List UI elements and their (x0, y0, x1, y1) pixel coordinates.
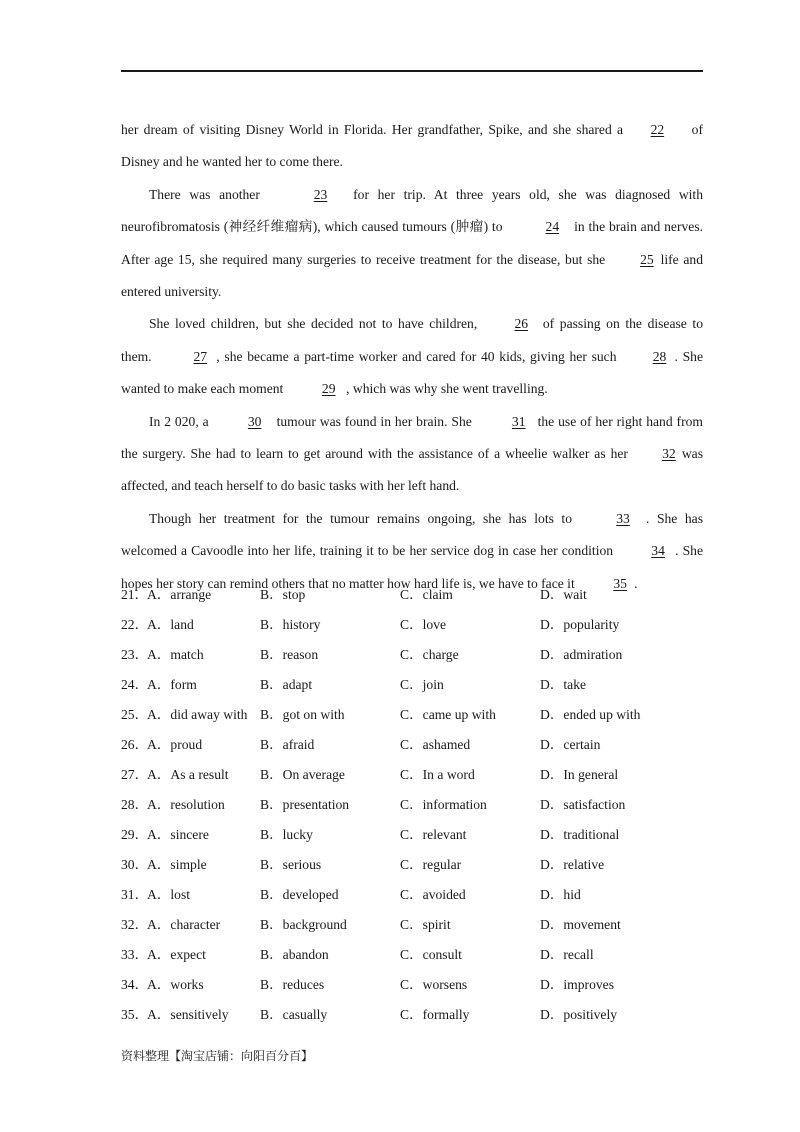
option-b: B．reduces (260, 977, 325, 992)
option-d: D．popularity (540, 617, 620, 632)
option-d: D．admiration (540, 647, 623, 662)
paragraph-text: . She wanted to make each moment (121, 348, 703, 397)
paragraph-text: In 2 020, a (149, 413, 209, 429)
blank-25: 25 (640, 251, 654, 267)
option-c: C．ashamed (400, 737, 471, 752)
paragraph-2 (121, 179, 703, 309)
question-24-options (121, 670, 721, 700)
option-b: B．background (260, 917, 347, 932)
option-b: B．serious (260, 857, 322, 872)
paragraph-text: her dream of visiting Disney World in Florida. Her grandfather, Spike, and she shared a (121, 122, 629, 137)
question-33-options (121, 940, 721, 970)
paragraph-text: , she became a part-time worker and cared for 40 kids, giving her such (216, 348, 617, 364)
question-28-options (121, 790, 721, 820)
option-c: C．love (400, 617, 447, 632)
option-c: C．relevant (400, 827, 467, 842)
option-b: B．afraid (260, 737, 315, 752)
option-d: D．traditional (540, 827, 620, 842)
option-a: A．arrange (147, 587, 212, 602)
option-a: A．works (147, 977, 204, 992)
option-d: D．movement (540, 917, 621, 932)
option-b: B．On average (260, 767, 345, 782)
paragraph-text: was affected, and teach herself to do basic tasks with her left hand. (121, 446, 703, 494)
question-number: 33． (121, 947, 149, 962)
option-a: A．match (147, 647, 204, 662)
blank-24: 24 (545, 219, 560, 235)
paragraph-text: the use of her right hand from the surgery. She had to learn to get around with the assistance of a wheelie walker as her (121, 413, 703, 462)
option-a: A．lost (147, 887, 191, 902)
question-number: 32． (121, 917, 149, 932)
option-b: B．stop (260, 587, 306, 602)
question-34-options (121, 970, 721, 1000)
option-d: D．positively (540, 1007, 618, 1022)
question-number: 29． (121, 827, 149, 842)
option-b: B．got on with (260, 707, 345, 722)
option-a: A．form (147, 677, 197, 692)
option-c: C．claim (400, 587, 453, 602)
paragraph-text: tumour was found in her brain. She (272, 413, 476, 429)
option-c: C．consult (400, 947, 462, 962)
paragraph-text: in the brain and nerves. After age 15, she required many surgeries to receive treatment for the disease, but she (121, 219, 704, 267)
option-c: C．came up with (400, 707, 496, 722)
question-number: 35． (121, 1007, 149, 1022)
option-d: D．recall (540, 947, 594, 962)
option-d: D．improves (540, 977, 615, 992)
blank-33: 33 (616, 510, 630, 526)
page-footer: 资料整理【淘宝店铺：向阳百分百】 (121, 1049, 314, 1063)
question-25-options (121, 700, 721, 730)
blank-34: 34 (651, 543, 665, 559)
option-a: A．expect (147, 947, 206, 962)
option-d: D．wait (540, 587, 587, 602)
option-b: B．casually (260, 1007, 328, 1022)
paragraph-text: There was another (149, 186, 269, 202)
blank-29: 29 (321, 381, 336, 397)
option-c: C．spirit (400, 917, 451, 932)
blank-26: 26 (514, 316, 529, 332)
cloze-passage (121, 114, 703, 600)
blank-32: 32 (662, 446, 676, 462)
option-c: C．In a word (400, 767, 475, 782)
option-a: A．sincere (147, 827, 209, 842)
option-b: B．presentation (260, 797, 350, 812)
option-c: C．formally (400, 1007, 470, 1022)
header-rule (121, 70, 703, 72)
question-number: 24． (121, 677, 149, 692)
answer-options (121, 580, 721, 1030)
option-c: C．information (400, 797, 487, 812)
question-number: 30． (121, 857, 149, 872)
question-number: 23． (121, 647, 149, 662)
option-a: A．As a result (147, 767, 229, 782)
paragraph-text: . (634, 575, 638, 591)
option-d: D．hid (540, 887, 581, 902)
option-c: C．worsens (400, 977, 468, 992)
option-c: C．regular (400, 857, 462, 872)
question-26-options (121, 730, 721, 760)
option-c: C．charge (400, 647, 459, 662)
paragraph-text: life and entered university. (121, 251, 703, 300)
option-a: A．resolution (147, 797, 225, 812)
question-number: 31． (121, 887, 149, 902)
option-a: A．simple (147, 857, 207, 872)
blank-22: 22 (650, 122, 665, 137)
paragraph-1 (121, 114, 703, 179)
option-b: B．abandon (260, 947, 329, 962)
option-a: A．sensitively (147, 1007, 229, 1022)
option-d: D．In general (540, 767, 619, 782)
option-d: D．take (540, 677, 587, 692)
question-number: 25． (121, 707, 149, 722)
option-b: B．lucky (260, 827, 313, 842)
question-32-options (121, 910, 721, 940)
option-b: B．adapt (260, 677, 313, 692)
question-22-options (121, 610, 721, 640)
question-number: 26． (121, 737, 149, 752)
question-30-options (121, 850, 721, 880)
question-35-options (121, 1000, 721, 1030)
option-d: D．satisfaction (540, 797, 626, 812)
paragraph-text: Though her treatment for the tumour remains ongoing, she has lots to (149, 510, 573, 526)
paragraph-text: , which was why she went travelling. (342, 381, 548, 397)
option-d: D．ended up with (540, 707, 641, 722)
blank-27: 27 (193, 348, 208, 364)
option-b: B．reason (260, 647, 319, 662)
question-21-options (121, 580, 721, 610)
option-c: C．join (400, 677, 444, 692)
question-number: 21． (121, 587, 149, 602)
option-a: A．land (147, 617, 194, 632)
blank-31: 31 (511, 413, 526, 429)
question-number: 22． (121, 617, 149, 632)
blank-30: 30 (247, 413, 262, 429)
question-number: 34． (121, 977, 149, 992)
blank-35: 35 (613, 575, 627, 591)
question-number: 28． (121, 797, 149, 812)
blank-28: 28 (652, 348, 667, 364)
blank-23: 23 (313, 186, 328, 202)
question-23-options (121, 640, 721, 670)
option-b: B．developed (260, 887, 339, 902)
question-29-options (121, 820, 721, 850)
question-27-options (121, 760, 721, 790)
paragraph-text: of passing on the disease to them. (121, 316, 703, 364)
option-a: A．character (147, 917, 221, 932)
paragraph-text: She loved children, but she decided not to have children, (149, 316, 478, 332)
paragraph-text: for her trip. At three years old, she was diagnosed with neurofibromatosis (神经纤维瘤病), which caused tumours (肿瘤) to (121, 186, 704, 235)
paragraph-text: of Disney and he wanted her to come there. (121, 122, 703, 170)
option-b: B．history (260, 617, 321, 632)
paragraph-4 (121, 406, 703, 503)
option-d: D．certain (540, 737, 601, 752)
option-c: C．avoided (400, 887, 466, 902)
option-d: D．relative (540, 857, 605, 872)
question-31-options (121, 880, 721, 910)
paragraph-text: . She has welcomed a Cavoodle into her life, training it to be her service dog in case her condition (121, 510, 703, 559)
paragraph-text: . She hopes her story can remind others that no matter how hard life is, we have to face it (121, 543, 703, 591)
option-a: A．did away with (147, 707, 248, 722)
paragraph-3 (121, 308, 703, 405)
question-number: 27． (121, 767, 149, 782)
option-a: A．proud (147, 737, 203, 752)
